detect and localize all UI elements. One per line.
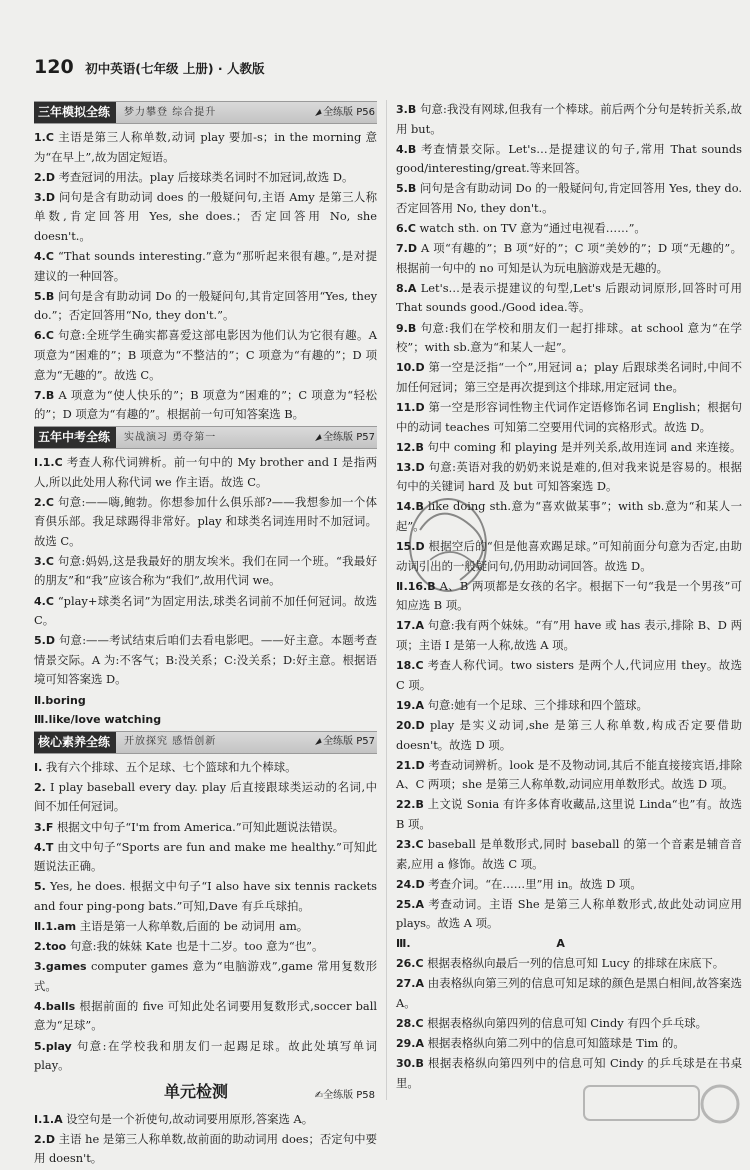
answer-item <box>396 179 742 218</box>
answer-number: 6.C <box>396 222 416 236</box>
answer-explanation: I play baseball every day. play 后直接跟球类运动的名词,中间不加任何冠词。 <box>34 779 377 814</box>
unit-test-reference: ✍全练版 P58 <box>314 1089 375 1101</box>
answer-explanation: 主语是第一人称单数,后面的 be 动词用 am。 <box>79 918 309 933</box>
unit-test-header <box>34 1082 377 1110</box>
answer-number: 15.D <box>396 540 425 554</box>
answer-number: 4.C <box>34 250 54 264</box>
answer-explanation: 根据空后的“但是他喜欢踢足球。”可知前面分句意为否定,由助动词引出的一般疑问句,仍用助动词回答。故选 D。 <box>396 539 742 573</box>
page-title: 初中英语(七年级 上册) · 人教版 <box>85 61 265 76</box>
answer-explanation: 根据表格纵向第四列中的信息可知 Cindy 的乒乓球是在书桌里。 <box>396 1056 743 1090</box>
answer-explanation: play 是实义动词,she 是第三人称单数,构成否定要借助 doesn't。故选 D 项。 <box>396 717 742 752</box>
answer-explanation: 句意:我的妹妹 Kate 也是十二岁。too 意为“也”。 <box>69 939 324 954</box>
answer-item <box>396 954 742 974</box>
answer-number: 4.balls <box>34 999 76 1013</box>
answer-item <box>34 758 377 778</box>
answer-number: 3.games <box>34 960 87 974</box>
roman-numeral: Ⅲ. <box>396 937 411 951</box>
answer-item <box>34 287 377 326</box>
answer-number: 25.A <box>396 897 424 911</box>
answer-explanation: 句意:我没有网球,但我有一个棒球。前后两个分句是转折关系,故用 but。 <box>396 102 742 136</box>
answer-number: Ⅱ.1.am <box>34 919 77 933</box>
answer-item <box>396 279 742 318</box>
answer-item <box>34 778 377 817</box>
answer-number: 5.play <box>34 1039 72 1053</box>
answer-item <box>34 168 377 188</box>
answer-explanation: Let's…是表示提建议的句型,Let's 后跟动词原形,回答时可用 That sounds good./Good idea.等。 <box>396 280 742 315</box>
answer-explanation: 句中 coming 和 playing 是并列关系,故用连词 and 来连接。 <box>427 439 742 454</box>
answer-roman: Ⅲ.like/love watching <box>34 713 162 727</box>
answer-number: 3.C <box>34 554 54 568</box>
section-subtitle: 开放探究 感悟创新 <box>124 736 217 748</box>
answer-explanation: A、B 两项都是女孩的名字。根据下一句“我是一个男孩”可知应选 B 项。 <box>396 578 742 613</box>
answer-item <box>34 493 377 552</box>
answer-item <box>396 319 742 358</box>
answer-explanation: 句意:我有两个妹妹。“有”用 have 或 has 表示,排除 B、D 两项；主语 I 是第一人称,故选 A 项。 <box>396 618 742 653</box>
answer-number: 12.B <box>396 440 424 454</box>
answer-explanation: 考查介词。“在……里”用 in。故选 D 项。 <box>428 876 642 891</box>
answer-number: 1.C <box>34 131 54 144</box>
answer-number: 5. <box>34 880 46 894</box>
answer-item <box>396 438 742 458</box>
answer-number: 9.B <box>396 321 417 335</box>
section-reference: 全练版 P56 <box>314 103 375 123</box>
pen-icon <box>313 434 321 441</box>
answer-number: Ⅰ.1.C <box>34 455 63 469</box>
answer-explanation: 句意:我们在学校和朋友们一起打排球。at school 意为“在学校”；with sb.意为“和某人一起”。 <box>396 320 742 355</box>
answer-item <box>396 1014 742 1034</box>
answer-item <box>396 696 742 716</box>
answer-item <box>396 100 742 139</box>
answer-item <box>396 875 742 895</box>
answer-item <box>34 997 377 1036</box>
answer-item <box>396 1034 742 1054</box>
answer-item <box>396 140 742 179</box>
answer-item <box>34 453 377 492</box>
pen-icon <box>313 738 321 745</box>
section-header <box>34 731 377 754</box>
answer-number: 4.C <box>34 594 54 608</box>
answer-item <box>34 957 377 996</box>
answer-number: 22.B <box>396 798 424 812</box>
answer-explanation: 主语 he 是第三人称单数,故前面的助动词用 does；否定句中要用 doesn't。 <box>34 1131 377 1166</box>
answer-number: 14.B <box>396 500 424 514</box>
answer-item <box>396 616 742 655</box>
answer-item <box>34 128 377 167</box>
answer-number: 24.D <box>396 877 425 891</box>
answer-explanation: A 项“有趣的”；B 项“好的”；C 项“美妙的”；D 项“无趣的”。根据前一句中的 no 可知是认为玩电脑游戏是无趣的。 <box>396 241 742 275</box>
answer-explanation: 句意:她有一个足球、三个排球和四个篮球。 <box>427 697 648 712</box>
handwritten-stamp <box>400 490 500 600</box>
answer-item <box>396 656 742 695</box>
section-reference: 全练版 P57 <box>314 732 375 752</box>
answer-explanation: like doing sth.意为“喜欢做某事”；with sb.意为“和某人一起”。 <box>396 499 742 533</box>
answer-item <box>34 1130 377 1169</box>
answer-number: 5.B <box>34 289 55 303</box>
section-subtitle: 实战演习 勇夺第一 <box>124 431 217 443</box>
answer-item <box>34 838 377 877</box>
watermark-logo-icon <box>582 1082 742 1144</box>
answer-explanation: 根据表格纵向第四列的信息可知 Cindy 有四个乒乓球。 <box>427 1015 708 1030</box>
answer-number: 28.C <box>396 1016 424 1030</box>
answer-explanation: 句意:在学校我和朋友们一起踢足球。故此处填写单词 play。 <box>34 1038 378 1073</box>
answer-item <box>34 818 377 838</box>
answer-item <box>396 835 742 874</box>
answer-explanation: 句意:——考试结束后咱们去看电影吧。——好主意。本题考查情景交际。A 为:不客气；B:没关系；C:没关系；D:好主意。根据语境可知答案选 D。 <box>34 633 377 687</box>
answer-item <box>34 247 377 286</box>
answer-number: 3.F <box>34 820 54 834</box>
answer-number: 29.A <box>396 1036 424 1050</box>
answer-explanation: 根据表格纵向最后一列的信息可知 Lucy 的排球在床底下。 <box>427 956 725 971</box>
answer-explanation: 考查冠词的用法。play 后接球类名词时不加冠词,故选 D。 <box>58 169 354 184</box>
answer-explanation: 问句是含有助动词 Do 的一般疑问句,其肯定回答用“Yes, they do.”；否定回答用“No, they don't.”。 <box>34 288 378 323</box>
answer-number: 17.A <box>396 619 424 633</box>
answer-explanation: Yes, he does. 根据文中句子“I also have six tennis rackets and four ping-pong bats.”可知,Dave 有乒乓球拍。 <box>34 879 377 913</box>
answer-number: 2.D <box>34 1132 55 1146</box>
answer-number: 3.D <box>34 190 55 204</box>
answer-number: 18.C <box>396 659 424 673</box>
answer-explanation: 我有六个排球、五个足球、七个篮球和九个棒球。 <box>45 759 297 774</box>
answer-number: 4.B <box>396 142 417 156</box>
section-header <box>34 101 377 124</box>
answer-explanation: watch sth. on TV 意为“通过电视看……”。 <box>419 221 646 236</box>
answer-number: 21.D <box>396 758 425 772</box>
section-title: 核心素养全练 <box>34 732 116 753</box>
answer-number: 23.C <box>396 837 424 851</box>
answer-number: 27.A <box>396 977 424 991</box>
answer-number: 2.too <box>34 940 67 954</box>
answer-explanation: 问句是含有助动词 Do 的一般疑问句,肯定回答用 Yes, they do.否定回答用 No, they don't.。 <box>396 181 742 215</box>
answer-number: 26.C <box>396 957 424 971</box>
answer-explanation: baseball 是单数形式,同时 baseball 的第一个音素是辅音音素,应用 a 修饰。故选 C 项。 <box>396 836 743 871</box>
answer-explanation: A 项意为“使人快乐的”；B 项意为“困难的”；C 项意为“轻松的”；D 项意为“有趣的”。根据前一句可知答案选 B。 <box>34 387 378 422</box>
answer-item <box>396 219 742 239</box>
section-title: 五年中考全练 <box>34 427 116 448</box>
answer-item <box>396 756 742 795</box>
answer-explanation: 问句是含有助动词 does 的一般疑问句,主语 Amy 是第三人称单数,肯定回答用 Yes, she does.；否定回答用 No, she doesn't.。 <box>34 189 377 243</box>
column-divider <box>386 100 387 1100</box>
answer-item <box>34 1037 377 1076</box>
pen-icon <box>313 109 321 116</box>
answer-number: 7.B <box>34 388 55 402</box>
answer-number: Ⅰ. <box>34 760 43 774</box>
answer-number: 19.A <box>396 698 424 712</box>
answer-item <box>34 188 377 247</box>
answer-number: 3.B <box>396 103 417 116</box>
answer-explanation: 第一空是形容词性物主代词作定语修饰名词 English；根据句中的动词 teaches 可知第二空要用代词的宾格形式。故选 D。 <box>396 399 742 434</box>
section-subtitle: 梦力攀登 综合提升 <box>124 106 217 118</box>
answer-number: 5.D <box>34 634 55 648</box>
answer-explanation: “That sounds interesting.”意为“那听起来很有趣。”,是对提建议的一种回答。 <box>34 249 377 283</box>
answer-item <box>396 239 742 278</box>
left-column <box>34 100 377 1170</box>
answer-explanation: 句意:妈妈,这是我最好的朋友埃米。我们在同一个班。“我最好的朋友”和“我”应该合称为“我们”,故用代词 we。 <box>34 553 377 588</box>
answer-explanation: 主语是第三人称单数,动词 play 要加-s；in the morning 意为“在早上”,故为固定短语。 <box>34 130 377 164</box>
answer-item <box>34 1110 377 1130</box>
answer-item <box>396 358 742 397</box>
page-number: 120 <box>34 56 74 78</box>
answer-number: 10.D <box>396 361 425 375</box>
answer-number: 2.C <box>34 495 54 509</box>
answer-explanation: 上文说 Sonia 有许多体育收藏品,这里说 Linda“也”有。故选 B 项。 <box>396 797 743 831</box>
answer-number: 7.D <box>396 242 417 256</box>
answer-explanation: 设空句是一个祈使句,故动词要用原形,答案选 A。 <box>66 1111 314 1126</box>
answer-item <box>396 398 742 437</box>
answer-explanation: 考查动词辨析。look 是不及物动词,其后不能直接接宾语,排除 A、C 两项；she 是第三人称单数,动词应用单数形式。故选 D 项。 <box>396 757 743 792</box>
section-title: 三年模拟全练 <box>34 102 116 123</box>
answer-item <box>396 895 742 934</box>
section-header <box>34 426 377 449</box>
answer-number: 2.D <box>34 170 55 184</box>
answer-number: 20.D <box>396 718 425 732</box>
answer-explanation: 考查人称代词。two sisters 是两个人,代词应用 they。故选 C 项。 <box>396 658 743 692</box>
answer-number: 30.B <box>396 1057 424 1070</box>
answer-explanation: 考查情景交际。Let's…是提建议的句子,常用 That sounds good/interesting/great.等来回答。 <box>396 141 742 176</box>
answer-number: 2. <box>34 780 46 794</box>
answer-roman: Ⅱ.boring <box>34 693 86 707</box>
answer-item <box>396 795 742 834</box>
answer-explanation: 句意:英语对我的奶奶来说是难的,但对我来说是容易的。根据句中的关键词 hard 及 but 可知答案选 D。 <box>396 459 742 494</box>
answer-item <box>34 877 377 916</box>
answer-number: Ⅱ.16.B <box>396 579 436 593</box>
answer-explanation: 根据文中句子“I'm from America.”可知此题说法错误。 <box>56 819 345 834</box>
answer-item <box>34 592 377 631</box>
section-reference: 全练版 P57 <box>314 428 375 448</box>
answer-number: 11.D <box>396 400 425 414</box>
answer-explanation: 根据前面的 five 可知此处名词要用复数形式,soccer ball 意为“足球”。 <box>34 998 377 1033</box>
answer-item <box>396 974 742 1013</box>
answer-number: Ⅰ.1.A <box>34 1112 63 1126</box>
answer-explanation: computer games 意为“电脑游戏”,game 常用复数形式。 <box>34 959 377 993</box>
answer-item <box>34 386 377 425</box>
answer-item <box>34 917 377 937</box>
answer-item <box>34 552 377 591</box>
answer-explanation: 句意:全班学生确实都喜爱这部电影因为他们认为它很有趣。A 项意为“困难的”；B 项意为“不整洁的”；C 项意为“有趣的”；D 项意为“无趣的”。故选 C。 <box>34 328 377 382</box>
answer-item <box>396 716 742 755</box>
answer-explanation: 由文中句子“Sports are fun and make me healthy.”可知此题说法正确。 <box>34 839 377 874</box>
unit-test-title: 单元检测 <box>164 1081 229 1101</box>
answer-number: 13.D <box>396 460 425 474</box>
answer-item <box>34 937 377 957</box>
answer-number: 5.B <box>396 182 417 196</box>
answer-explanation: “play+球类名词”为固定用法,球类名词前不加任何冠词。故选 C。 <box>34 593 377 628</box>
answer-explanation: 句意:——嗨,鲍勃。你想参加什么俱乐部?——我想参加一个体育俱乐部。我足球踢得非常好。play 和球类名词连用时不加冠词。故选 C。 <box>34 494 377 548</box>
answer-number: 6.C <box>34 329 54 343</box>
answer-item <box>34 631 377 690</box>
answer-explanation: 考查人称代词辨析。前一句中的 My brother and I 是指两人,所以此处用人称代词 we 作主语。故选 C。 <box>34 454 377 489</box>
answer-explanation: 第一空是泛指“一个”,用冠词 a；play 后跟球类名词时,中间不加任何冠词；第三空是再次提到这个排球,用定冠词 the。 <box>396 360 742 394</box>
page-header <box>34 58 265 80</box>
answer-number: 4.T <box>34 840 54 854</box>
answer-explanation: 根据表格纵向第二列中的信息可知篮球是 Tim 的。 <box>427 1035 685 1050</box>
watermark <box>582 1082 742 1144</box>
part-label <box>396 934 742 954</box>
answer-explanation: 考查动词。主语 She 是第三人称单数形式,故此处动词应用 plays。故选 A 项。 <box>396 896 743 931</box>
answer-explanation: 由表格纵向第三列的信息可知足球的颜色是黑白相间,故答案选 A。 <box>396 976 743 1010</box>
answer-item <box>34 326 377 385</box>
answer-number: 8.A <box>396 281 417 295</box>
passage-label: A <box>556 937 565 951</box>
